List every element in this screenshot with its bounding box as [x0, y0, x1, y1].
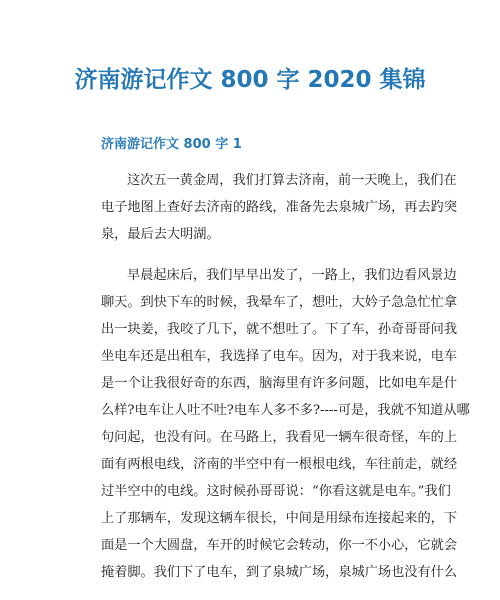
paragraph-line: 出一块姜，我咬了几下，就不想吐了。下了车，孙奇哥哥问我: [101, 322, 458, 337]
paragraph-line: 句问起，也没有问。在马路上，我看见一辆车很奇怪，车的上: [101, 430, 458, 445]
paragraph-line: 过半空中的电线。这时候孙哥哥说：“你看这就是电车。”我们: [101, 484, 451, 499]
paragraph-line: 么样?电车让人吐不吐?电车人多不多?----可是，我就不知道从哪: [101, 403, 470, 418]
document-title: 济南游记作文 800 字 2020 集锦: [74, 67, 426, 93]
article-body: [101, 167, 470, 600]
section-heading: 济南游记作文 800 字 1: [101, 137, 242, 152]
paragraph-line: 早晨起床后，我们早早出发了，一路上，我们边看风景边: [127, 268, 457, 283]
paragraph-line: 聊天。到快下车的时候，我晕车了，想吐，大妗子急急忙忙拿: [101, 295, 458, 310]
paragraph-line: 面是一个大圆盘，车开的时候它会转动，你一不小心，它就会: [101, 538, 458, 553]
paragraph-line: 上了那辆车，发现这辆车很长，中间是用绿布连接起来的，下: [101, 511, 458, 526]
paragraph-2: [101, 262, 470, 586]
paragraph-line: 面有两根电线，济南的半空中有一根根电线，车往前走，就经: [101, 457, 458, 472]
paragraph-line: 是一个让我很好奇的东西，脑海里有许多问题，比如电车是什: [101, 376, 458, 391]
paragraph-line: 泉，最后去大明湖。: [101, 227, 220, 242]
paragraph-line: 掩着脚。我们下了电车，到了泉城广场，泉城广场也没有什么: [101, 565, 458, 580]
paragraph-line: 坐电车还是出租车，我选择了电车。因为，对于我来说，电车: [101, 349, 458, 364]
paragraph-line: 这次五一黄金周，我们打算去济南，前一天晚上，我们在: [127, 173, 457, 188]
paragraph-line: 电子地图上查好去济南的路线，准备先去泉城广场，再去趵突: [101, 200, 458, 215]
paragraph-1: [101, 167, 458, 248]
